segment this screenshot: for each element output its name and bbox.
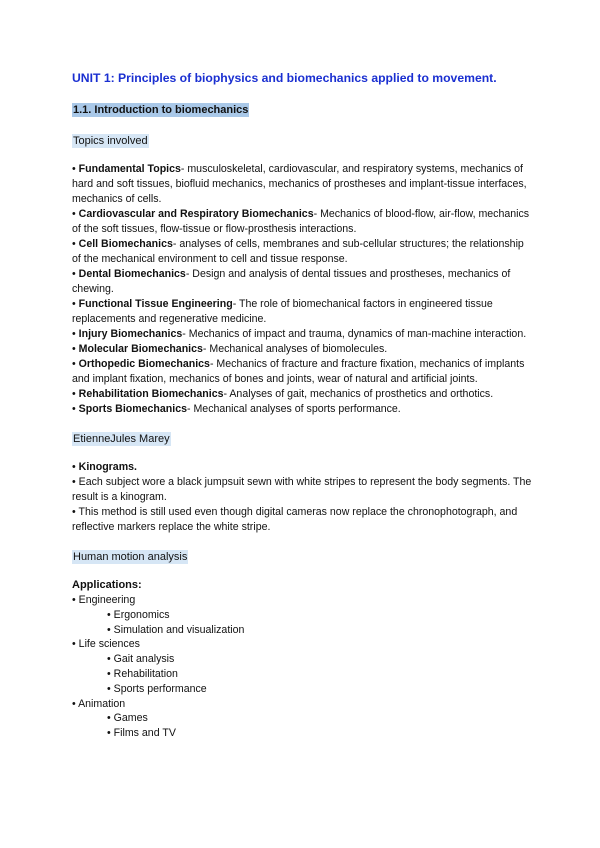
topic-term: Cardiovascular and Respiratory Biomechanics — [78, 208, 314, 220]
kinograms-heading: • Kinograms. — [72, 461, 137, 473]
list-item: • Cardiovascular and Respiratory Biomechanics- Mechanics of blood-flow, air-flow, mechanics of the soft tissues, flow-tissue or flow-prosthesis interactions. — [72, 208, 530, 235]
marey-list — [72, 460, 532, 535]
list-item: • Rehabilitation — [107, 667, 178, 680]
list-item: • Ergonomics — [107, 608, 170, 621]
list-item: • Sports performance — [107, 682, 207, 695]
topic-term: Sports Biomechanics — [78, 403, 187, 415]
list-item: • Animation — [72, 697, 126, 710]
document-page — [72, 71, 532, 741]
list-item: • Injury Biomechanics- Mechanics of impact and trauma, dynamics of man-machine interaction. — [72, 328, 527, 340]
list-item: • Simulation and visualization — [107, 623, 245, 636]
list-item: • Each subject wore a black jumpsuit sewn with white stripes to represent the body segments. The result is a kinogram. — [72, 476, 532, 503]
list-item: • Life sciences — [72, 638, 140, 651]
list-item: • This method is still used even though digital cameras now replace the chronophotograph, and reflective markers replace the white stripe. — [72, 506, 518, 533]
applications-title: Applications: — [72, 579, 142, 591]
unit-title: UNIT 1: Principles of biophysics and biomechanics applied to movement. — [72, 71, 497, 85]
list-item: • Orthopedic Biomechanics- Mechanics of fracture and fracture fixation, mechanics of implants and implant fixation, mechanics of bones and joints, wear of natural and artificial joints. — [72, 358, 525, 385]
list-item: • Gait analysis — [107, 653, 175, 666]
topics-list — [72, 162, 532, 417]
topic-term: Functional Tissue Engineering — [78, 298, 233, 310]
list-item: • Engineering — [72, 594, 136, 606]
topic-term: Rehabilitation Biomechanics — [78, 388, 224, 400]
list-item: • Sports Biomechanics- Mechanical analyses of sports performance. — [72, 403, 401, 415]
topics-label: Topics involved — [73, 135, 148, 147]
section-heading: 1.1. Introduction to biomechanics — [73, 104, 249, 116]
topic-term: Dental Biomechanics — [78, 268, 186, 280]
marey-label: EtienneJules Marey — [73, 433, 170, 445]
list-item: • Fundamental Topics- musculoskeletal, cardiovascular, and respiratory systems, mechanics of hard and soft tissues, biofluid mechanics, mechanics of prostheses and implant-tissue interfaces, mechanics of cells. — [72, 163, 527, 205]
topic-term: Molecular Biomechanics — [78, 343, 203, 355]
topic-term: Orthopedic Biomechanics — [78, 358, 210, 370]
topic-term: Injury Biomechanics — [78, 328, 183, 340]
list-item: • Functional Tissue Engineering- The role of biomechanical factors in engineered tissue replacements and regenerative medicine. — [72, 298, 493, 325]
list-item: • Games — [107, 712, 148, 725]
applications-section — [72, 578, 532, 741]
list-item: • Films and TV — [107, 727, 176, 740]
topic-term: Fundamental Topics — [78, 163, 181, 175]
list-item: • Rehabilitation Biomechanics- Analyses of gait, mechanics of prosthetics and orthotics. — [72, 388, 494, 400]
list-item: • Dental Biomechanics- Design and analysis of dental tissues and prostheses, mechanics of chewing. — [72, 268, 511, 295]
list-item: • Molecular Biomechanics- Mechanical analyses of biomolecules. — [72, 343, 388, 355]
motion-label: Human motion analysis — [73, 551, 188, 563]
topic-term: Cell Biomechanics — [78, 238, 173, 250]
list-item: • Cell Biomechanics- analyses of cells, membranes and sub-cellular structures; the relationship of the mechanical environment to cell and tissue response. — [72, 238, 524, 265]
